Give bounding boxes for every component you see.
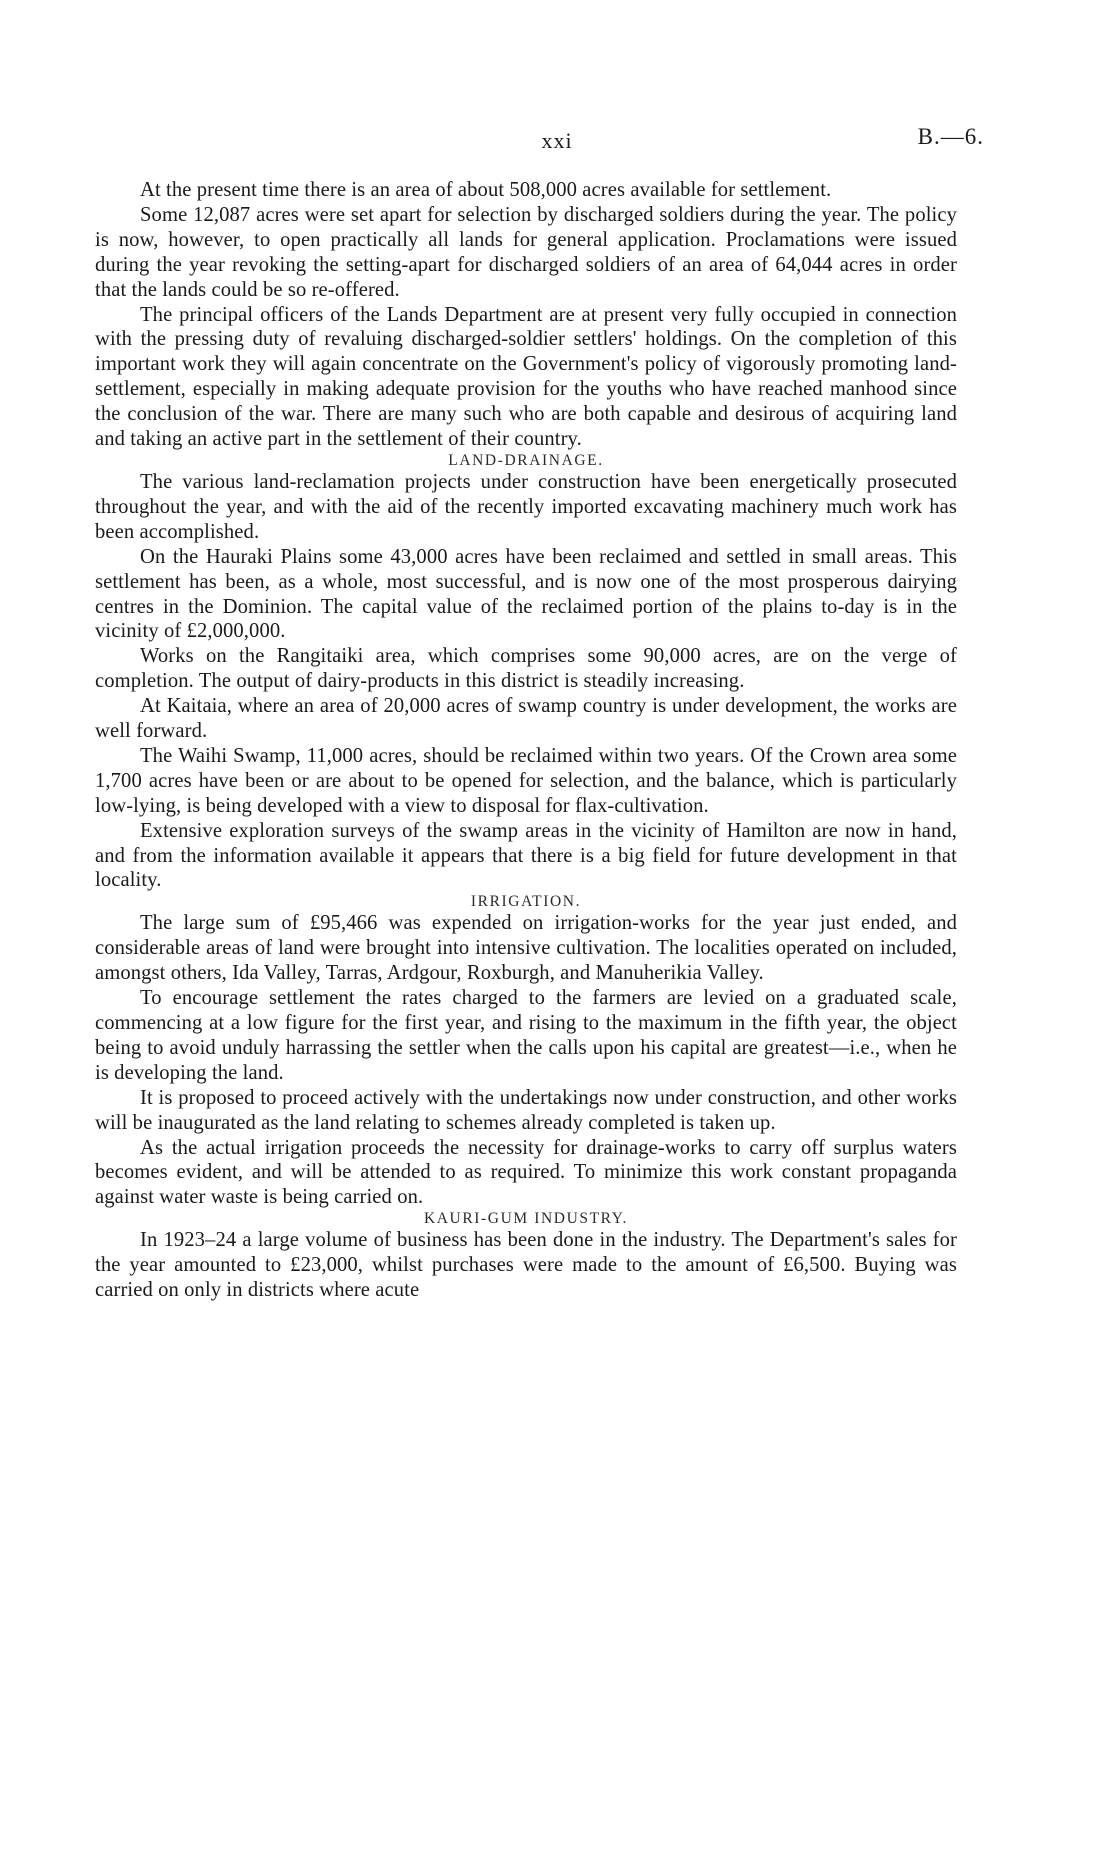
irrigation-paragraph-3: It is proposed to proceed actively with the undertakings now under construction, and other works will be inaugurated as the land relating to schemes already completed is taken up. [95, 1086, 957, 1134]
document-body [95, 178, 957, 1303]
land-drainage-paragraph-1: The various land-reclamation projects under construction have been energetically prosecuted throughout the year, and with the aid of the recently imported excavating machinery much work has been accomplished. [95, 470, 957, 543]
irrigation-paragraph-2: To encourage settlement the rates charged to the farmers are levied on a graduated scale, commencing at a low figure for the first year, and rising to the maximum in the fifth year, the object being to avoid unduly harrassing the settler when the calls upon his capital are greatest—i.e., when he is developing the land. [95, 987, 957, 1084]
page-number: xxi [541, 128, 573, 153]
land-drainage-heading: LAND-DRAINAGE. [448, 451, 604, 469]
kauri-gum-paragraph-1: In 1923–24 a large volume of business has been done in the industry. The Department's sales for the year amounted to £23,000, whilst purchases were made to the amount of £6,500. Buying was carried on only in districts where acute [95, 1229, 957, 1302]
irrigation-paragraph-1: The large sum of £95,466 was expended on irrigation-works for the year just ended, and considerable areas of land were brought into intensive cultivation. The localities operated on included, amongst others, Ida Valley, Tarras, Ardgour, Roxburgh, and Manuherikia Valley. [95, 912, 957, 985]
land-drainage-paragraph-2: On the Hauraki Plains some 43,000 acres have been reclaimed and settled in small areas. This settlement has been, as a whole, most successful, and is now one of the most prosperous dairying centres in the Dominion. The capital value of the reclaimed portion of the plains to-day is in the vicinity of £2,000,000. [95, 545, 957, 643]
land-drainage-paragraph-4: At Kaitaia, where an area of 20,000 acres of swamp country is under development, the works are well forward. [95, 695, 957, 743]
intro-paragraph-2: Some 12,087 acres were set apart for selection by discharged soldiers during the year. The policy is now, however, to open practically all lands for general application. Proclamations were issued during the year revoking the setting-apart for discharged soldiers of an area of 64,044 acres in order that the lands could be so re-offered. [95, 203, 957, 301]
irrigation-paragraph-4: As the actual irrigation proceeds the necessity for drainage-works to carry off surplus waters becomes evident, and will be attended to as required. To minimize this work constant propaganda against water waste is being carried on. [95, 1136, 957, 1209]
intro-paragraph-1: At the present time there is an area of about 508,000 acres available for settlement. [140, 179, 832, 201]
irrigation-heading: IRRIGATION. [470, 893, 582, 911]
land-drainage-paragraph-5: The Waihi Swamp, 11,000 acres, should be reclaimed within two years. Of the Crown area some 1,700 acres have been or are about to be opened for selection, and the balance, which is particularly low-lying, is being developed with a view to disposal for flax-cultivation. [95, 744, 957, 817]
land-drainage-paragraph-6: Extensive exploration surveys of the swamp areas in the vicinity of Hamilton are now in hand, and from the information available it appears that there is a big field for future development in that locality. [95, 819, 957, 892]
land-drainage-paragraph-3: Works on the Rangitaiki area, which comprises some 90,000 acres, are on the verge of completion. The output of dairy-products in this district is steadily increasing. [95, 645, 957, 693]
kauri-gum-heading: KAURI-GUM INDUSTRY. [423, 1210, 629, 1228]
intro-paragraph-3: The principal officers of the Lands Department are at present very fully occupied in connection with the pressing duty of revaluing discharged-soldier settlers' holdings. On the completion of this important work they will again concentrate on the Government's policy of vigorously promoting land-settlement, especially in making adequate provision for the youths who have reached manhood since the conclusion of the war. There are many such who are both capable and desirous of acquiring land and taking an active part in the settlement of their country. [95, 303, 957, 451]
series-code: B.—6. [917, 124, 984, 149]
